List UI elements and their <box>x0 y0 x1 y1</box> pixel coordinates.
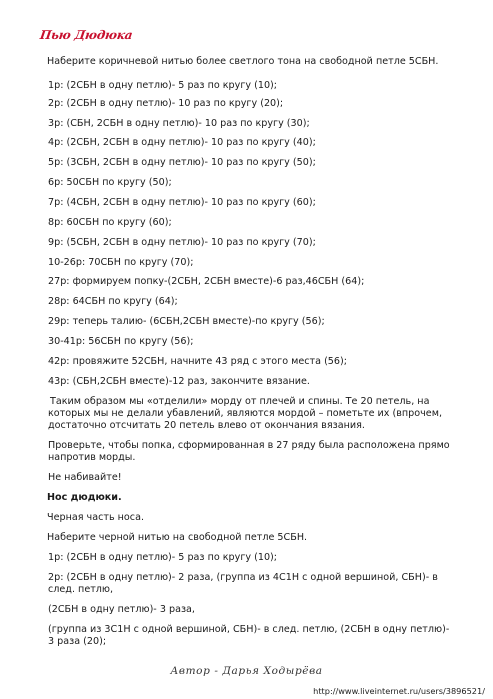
paragraph: (2СБН в одну петлю)- 3 раза, <box>48 604 195 615</box>
paragraph: 8р: 60СБН по кругу (60); <box>48 217 172 228</box>
paragraph: Наберите черной нитью на свободной петле 5СБН. <box>47 532 308 543</box>
paragraph: 30-41р: 56СБН по кругу (56); <box>48 336 194 347</box>
paragraph: 2р: (2СБН в одну петлю)- 10 раз по кругу (20); <box>48 98 284 109</box>
paragraph: 1р: (2СБН в одну петлю)- 5 раз по кругу (10); <box>48 552 278 563</box>
paragraph: (группа из 3С1Н с одной вершиной, СБН)- в след. петлю, (2СБН в одну петлю)- 3 раза (20); <box>48 624 450 647</box>
paragraph: Не набивайте! <box>48 472 122 483</box>
paragraph: 28р: 64СБН по кругу (64); <box>48 296 178 307</box>
paragraph: 29р: теперь талию- (6СБН,2СБН вместе)-по кругу (56); <box>48 316 325 327</box>
paragraph: Черная часть носа. <box>47 512 145 523</box>
paragraph: 6р: 50СБН по кругу (50); <box>48 177 172 188</box>
paragraph: Таким образом мы «отделили» морду от плечей и спины. Те 20 петель, на которых мы не делали убавлений, являются мордой – пометьте их (впрочем, достаточно отсчитать 20 петель влево от окончания вязания. <box>48 396 442 431</box>
paragraph: 3р: (СБН, 2СБН в одну петлю)- 10 раз по кругу (30); <box>48 118 310 129</box>
footer-author: Автор - Дарья Ходырёва <box>170 665 323 677</box>
footer-url: http://www.liveinternet.ru/users/3896521/ <box>313 686 485 696</box>
paragraph: 2р: (2СБН в одну петлю)- 2 раза, (группа из 4С1Н с одной вершиной, СБН)- в след. петлю, <box>48 572 438 595</box>
paragraph: 10-26р: 70СБН по кругу (70); <box>48 257 194 268</box>
paragraph: Проверьте, чтобы попка, сформированная в 27 ряду была расположена прямо напротив морды. <box>48 440 450 463</box>
paragraph: 9р: (5СБН, 2СБН в одну петлю)- 10 раз по кругу (70); <box>48 237 316 248</box>
paragraph: Наберите коричневой нитью более светлого тона на свободной петле 5СБН. <box>47 56 439 67</box>
paragraph: 27р: формируем попку-(2СБН, 2СБН вместе)-6 раз,46СБН (64); <box>48 276 365 287</box>
logo: Пью Дюдюка <box>39 28 134 42</box>
paragraph: 5р: (3СБН, 2СБН в одну петлю)- 10 раз по кругу (50); <box>48 157 316 168</box>
paragraph: 42р: провяжите 52СБН, начните 43 ряд с этого места (56); <box>48 356 347 367</box>
paragraph: 7р: (4СБН, 2СБН в одну петлю)- 10 раз по кругу (60); <box>48 197 316 208</box>
section-heading: Нос дюдюки. <box>47 492 122 503</box>
paragraph: 1р: (2СБН в одну петлю)- 5 раз по кругу (10); <box>48 80 278 91</box>
paragraph: 43р: (СБН,2СБН вместе)-12 раз, закончите вязание. <box>48 376 310 387</box>
paragraph: 4р: (2СБН, 2СБН в одну петлю)- 10 раз по кругу (40); <box>48 137 316 148</box>
